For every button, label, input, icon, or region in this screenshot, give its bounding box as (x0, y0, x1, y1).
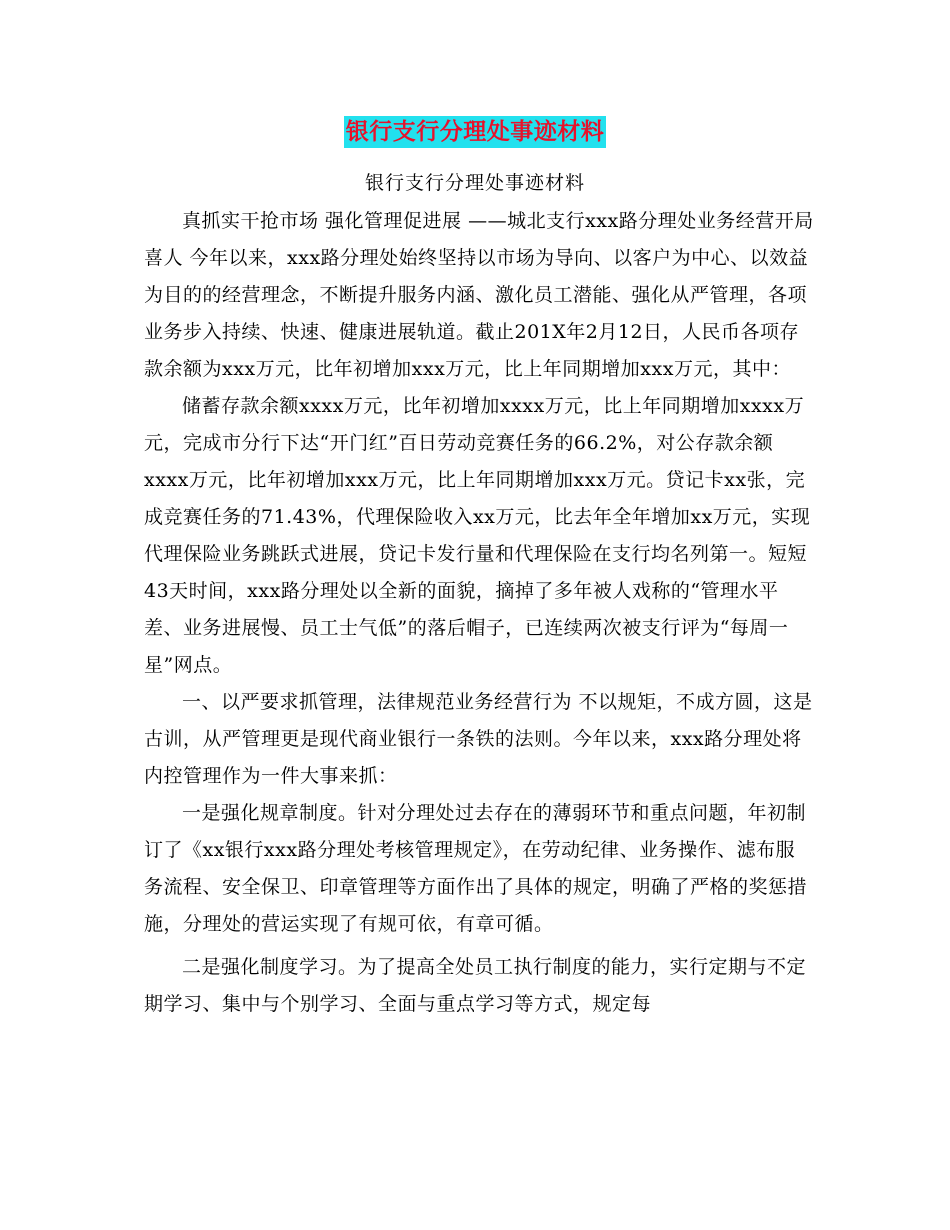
paragraph-intro: 真抓实干抢市场 强化管理促进展 ——城北支行xxx路分理处业务经营开局喜人 今年以来，xxx路分理处始终坚持以市场为导向、以客户为中心、以效益为目的的经营理念，不断提升服务内涵、激化员工潜能、强化从严管理，各项业务步入持续、快速、健康进展轨道。截止201X年2月12日，人民币各项存款余额为xxx万元，比年初增加xxx万元，比上年同期增加xxx万元，其中： (144, 210, 814, 380)
title-highlight: 银行支行分理处事迹材料 (344, 116, 607, 148)
document-title (0, 112, 950, 148)
paragraph-savings: 储蓄存款余额xxxx万元，比年初增加xxxx万元，比上年同期增加xxxx万元，完成市分行下达“开门红”百日劳动竞赛任务的66.2%，对公存款余额xxxx万元，比年初增加xxx万元，比上年同期增加xxx万元。贷记卡xx张，完成竞赛任务的71.43%，代理保险收入xx万元，比去年全年增加xx万元，实现代理保险业务跳跃式进展，贷记卡发行量和代理保险在支行均名列第一。短短43天时间，xxx路分理处以全新的面貌，摘掉了多年被人戏称的“管理水平差、业务进展慢、员工士气低”的落后帽子，已连续两次被支行评为“每周一星”网点。 (144, 395, 811, 676)
paragraph-rules: 一是强化规章制度。针对分理处过去存在的薄弱环节和重点问题，年初制订了《xx银行xxx路分理处考核管理规定》，在劳动纪律、业务操作、滤布服务流程、安全保卫、印章管理等方面作出了具体的规定，明确了严格的奖惩措施，分理处的营运实现了有规可依，有章可循。 (144, 802, 808, 935)
paragraph-management: 一、以严要求抓管理，法律规范业务经营行为 不以规矩，不成方圆，这是古训，从严管理更是现代商业银行一条铁的法则。今年以来，xxx路分理处将内控管理作为一件大事来抓： (144, 691, 813, 787)
document-body (144, 203, 814, 1023)
paragraph-study: 二是强化制度学习。为了提高全处员工执行制度的能力，实行定期与不定期学习、集中与个别学习、全面与重点学习等方式，规定每 (144, 956, 807, 1015)
document-subtitle: 银行支行分理处事迹材料 (364, 172, 585, 194)
